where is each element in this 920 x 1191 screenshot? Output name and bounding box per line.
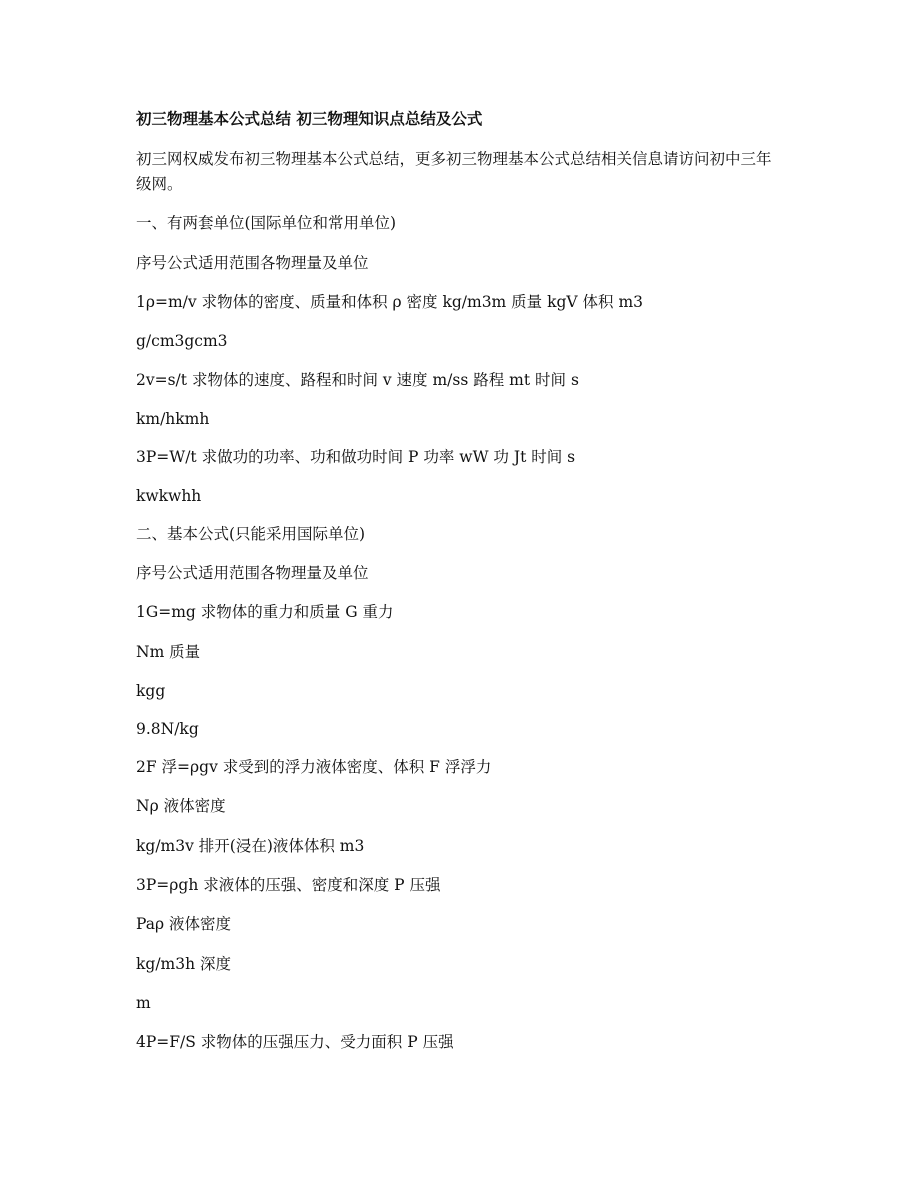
text-line: kwkwhh [136,487,202,505]
section-heading-2: 二、基本公式(只能采用国际单位) [136,525,366,543]
text-line: 1G=mg 求物体的重力和质量 G 重力 [136,603,394,621]
text-line: 2F 浮=ρgv 求受到的浮力液体密度、体积 F 浮浮力 [136,758,492,776]
text-line: Paρ 液体密度 [136,915,232,933]
text-line: 2v=s/t 求物体的速度、路程和时间 v 速度 m/ss 路程 mt 时间 s [136,371,579,389]
text-line: 3P=W/t 求做功的功率、功和做功时间 P 功率 wW 功 Jt 时间 s [136,448,576,466]
section-heading-1: 一、有两套单位(国际单位和常用单位) [136,214,397,232]
text-line: g/cm3gcm3 [136,332,228,350]
text-line: 序号公式适用范围各物理量及单位 [136,564,369,582]
text-line: km/hkmh [136,410,210,428]
text-line: Nρ 液体密度 [136,797,226,815]
text-line: m [136,994,151,1012]
text-line: 3P=ρgh 求液体的压强、密度和深度 P 压强 [136,876,441,894]
text-line: kg/m3h 深度 [136,955,232,973]
text-line: 4P=F/S 求物体的压强压力、受力面积 P 压强 [136,1033,454,1051]
text-line: Nm 质量 [136,643,201,661]
text-line: 序号公式适用范围各物理量及单位 [136,254,369,272]
text-line: kgg [136,682,166,700]
intro-paragraph: 初三网权威发布初三物理基本公式总结，更多初三物理基本公式总结相关信息请访问初中三年级网。 [136,150,772,193]
text-line: kg/m3v 排开(浸在)液体体积 m3 [136,837,365,855]
text-line: 9.8N/kg [136,720,199,738]
document-title: 初三物理基本公式总结 初三物理知识点总结及公式 [136,109,483,128]
text-line: 1ρ=m/v 求物体的密度、质量和体积 ρ 密度 kg/m3m 质量 kgV 体积 m3 [136,293,644,311]
